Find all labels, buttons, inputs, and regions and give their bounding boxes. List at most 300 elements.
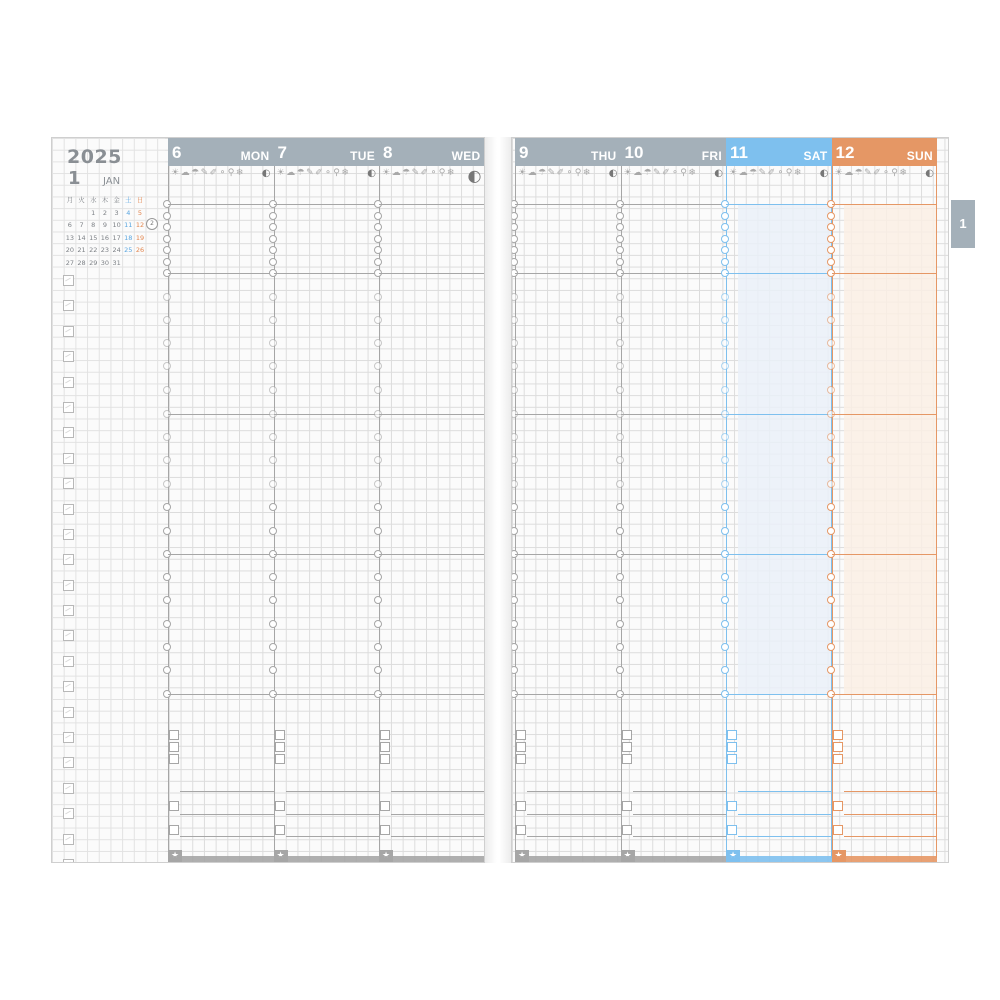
checklist-box[interactable] [63, 326, 74, 337]
checklist-box[interactable] [63, 605, 74, 616]
mini-calendar-day[interactable]: 30 [100, 258, 110, 267]
hour-marker [374, 620, 382, 628]
hour-marker [511, 258, 518, 266]
month-sidebar [52, 138, 165, 862]
time-divider [274, 273, 380, 274]
hour-marker [163, 527, 171, 535]
hour-marker [163, 666, 171, 674]
moon-phase-icon: ◐ [261, 168, 271, 179]
mood-icon-3[interactable] [516, 754, 526, 764]
hour-marker [827, 643, 835, 651]
hour-marker [827, 362, 835, 370]
column-bottom-bar [832, 856, 938, 862]
task-icon[interactable] [169, 825, 179, 835]
time-divider [274, 204, 380, 205]
checklist-box[interactable] [63, 656, 74, 667]
hour-marker [511, 480, 518, 488]
checklist-box[interactable] [63, 554, 74, 565]
time-divider [168, 273, 274, 274]
task-icon[interactable] [275, 825, 285, 835]
hour-marker [827, 596, 835, 604]
day-header [515, 138, 621, 166]
time-divider [515, 554, 621, 555]
moon-phase-icon: ◐ [467, 166, 482, 185]
mini-calendar-day[interactable]: 6 [67, 221, 72, 229]
mini-calendar-day[interactable]: 3 [114, 208, 119, 217]
hour-marker [511, 643, 518, 651]
hour-marker [511, 223, 518, 231]
time-divider [726, 694, 832, 695]
mini-calendar-day[interactable]: 10 [112, 221, 121, 229]
day-name: MON [240, 149, 270, 163]
hour-marker [269, 456, 277, 464]
checklist-box[interactable] [63, 732, 74, 743]
task-icon[interactable] [727, 825, 737, 835]
mini-calendar-day[interactable]: 4 [126, 208, 131, 217]
day-number: 7 [277, 143, 287, 162]
hour-marker [269, 293, 277, 301]
meal-icon[interactable] [622, 801, 632, 811]
hour-marker [269, 246, 277, 254]
weather-icons[interactable]: ☀☁☂✎✐⚬⚲❄ [834, 168, 909, 178]
checklist-box[interactable] [63, 834, 74, 845]
page-gutter [485, 137, 511, 863]
mood-icon-3[interactable] [833, 754, 843, 764]
meal-icon[interactable] [169, 801, 179, 811]
time-divider [379, 554, 485, 555]
day-number: 12 [835, 143, 855, 162]
hour-marker [511, 433, 518, 441]
weather-icons[interactable]: ☀☁☂✎✐⚬⚲❄ [171, 168, 245, 178]
hour-marker [721, 223, 729, 231]
time-divider [379, 414, 485, 415]
meal-icon[interactable] [380, 801, 390, 811]
hour-marker [721, 480, 729, 488]
moon-phase-icon: ◐ [367, 168, 376, 179]
right-page [511, 137, 949, 863]
hour-marker [616, 293, 624, 301]
time-divider [621, 273, 727, 274]
mini-calendar-day[interactable]: 2 [102, 208, 107, 217]
mini-calendar-day[interactable]: 19 [135, 233, 145, 242]
mini-calendar [64, 194, 164, 269]
hour-marker [163, 339, 171, 347]
footer-line [286, 814, 380, 815]
footer-line [180, 791, 274, 792]
mood-icon-2[interactable] [622, 742, 632, 752]
time-divider [832, 414, 938, 415]
hour-marker [616, 596, 624, 604]
hour-marker [721, 643, 729, 651]
hour-marker [827, 456, 835, 464]
time-divider [379, 204, 485, 205]
time-divider [621, 554, 727, 555]
mini-calendar-day[interactable]: 8 [91, 221, 96, 229]
hour-marker [616, 316, 624, 324]
day-header [726, 138, 832, 166]
hour-marker [374, 339, 382, 347]
day-name: THU [590, 149, 617, 163]
checklist-box[interactable] [63, 681, 74, 692]
checklist-box[interactable] [63, 275, 74, 286]
time-divider [515, 694, 621, 695]
hour-marker [374, 527, 382, 535]
column-border [936, 166, 937, 858]
mood-icon-2[interactable] [727, 742, 737, 752]
footer-line [738, 814, 832, 815]
hour-marker [269, 362, 277, 370]
hour-marker [827, 258, 835, 266]
time-divider [621, 414, 727, 415]
hour-marker [616, 503, 624, 511]
checklist-box[interactable] [63, 859, 74, 863]
mini-calendar-day[interactable]: 12 [135, 221, 145, 229]
footer-line [844, 814, 938, 815]
hour-marker [269, 596, 277, 604]
checklist-box[interactable] [63, 427, 74, 438]
day-column-tue[interactable] [274, 138, 380, 862]
hour-marker [374, 362, 382, 370]
hour-marker [163, 620, 171, 628]
hour-marker [721, 620, 729, 628]
checklist-box[interactable] [63, 504, 74, 515]
footer-line [527, 791, 621, 792]
hour-marker [163, 596, 171, 604]
hour-marker [511, 503, 518, 511]
weather-icons[interactable]: ☀☁☂✎✐⚬⚲❄ [518, 168, 592, 178]
mood-icon-2[interactable] [169, 742, 179, 752]
mini-calendar-weekday: 金 [113, 196, 120, 204]
moon-phase-icon: ◐ [608, 168, 618, 179]
mini-calendar-day[interactable]: 21 [77, 246, 86, 254]
time-divider [621, 694, 727, 695]
hour-marker [827, 246, 835, 254]
hour-marker [269, 339, 277, 347]
mood-icon-1[interactable] [169, 730, 179, 740]
hour-marker [374, 293, 382, 301]
hour-marker [511, 456, 518, 464]
column-bottom-bar [379, 856, 485, 862]
hour-marker [374, 212, 382, 220]
day-column-sun[interactable] [832, 138, 938, 862]
checklist-box[interactable] [63, 300, 74, 311]
hour-marker [511, 596, 518, 604]
hour-marker [721, 258, 729, 266]
hour-marker [374, 503, 382, 511]
mini-calendar-day[interactable]: 28 [77, 258, 86, 267]
column-bottom-bar [726, 856, 832, 862]
day-column-thu[interactable] [515, 138, 621, 862]
hour-marker [163, 293, 171, 301]
footer-line [391, 814, 485, 815]
hour-marker [163, 643, 171, 651]
time-divider [274, 414, 380, 415]
hour-marker [721, 433, 729, 441]
hour-marker [616, 362, 624, 370]
hour-marker [269, 666, 277, 674]
task-icon[interactable] [516, 825, 526, 835]
mood-icon-2[interactable] [516, 742, 526, 752]
month-index-tab[interactable]: 1 [951, 200, 975, 248]
mood-icon-3[interactable] [275, 754, 285, 764]
checklist-box[interactable] [63, 783, 74, 794]
mini-calendar-day[interactable]: 25 [124, 246, 133, 254]
time-divider [168, 554, 274, 555]
task-icon[interactable] [380, 825, 390, 835]
time-divider [726, 414, 832, 415]
hour-marker [374, 258, 382, 266]
hour-marker [616, 480, 624, 488]
day-column-mon[interactable] [168, 138, 274, 862]
footer-line [286, 836, 380, 837]
checklist [63, 275, 74, 863]
hour-marker [374, 643, 382, 651]
footer-line [527, 814, 621, 815]
month-number: 1 [68, 168, 81, 189]
time-divider [274, 694, 380, 695]
hour-marker [269, 235, 277, 243]
mini-calendar-day[interactable] [76, 207, 88, 220]
mini-calendar-day[interactable]: 27 [65, 258, 74, 267]
mini-calendar-weekday: 日 [136, 196, 144, 204]
mini-calendar-day[interactable]: 20 [65, 246, 74, 254]
hour-marker [269, 643, 277, 651]
day-name: SAT [803, 149, 828, 163]
meal-icon[interactable] [275, 801, 285, 811]
day-column-sat[interactable] [726, 138, 832, 862]
checklist-box[interactable] [63, 630, 74, 641]
hour-marker [374, 386, 382, 394]
hour-marker [511, 666, 518, 674]
hour-marker [827, 503, 835, 511]
weather-icons[interactable]: ☀☁☂✎✐⚬⚲❄ [382, 168, 456, 178]
mood-icon-3[interactable] [727, 754, 737, 764]
checklist-box[interactable] [63, 478, 74, 489]
day-header [832, 138, 938, 166]
hour-marker [163, 246, 171, 254]
hour-marker [163, 573, 171, 581]
mood-icon-1[interactable] [380, 730, 390, 740]
time-divider [515, 204, 621, 205]
hour-marker [374, 316, 382, 324]
weather-icons[interactable]: ☀☁☂✎✐⚬⚲❄ [623, 168, 698, 178]
checklist-box[interactable] [63, 402, 74, 413]
hour-marker [374, 223, 382, 231]
hour-marker [374, 246, 382, 254]
footer-line [391, 836, 485, 837]
checklist-box[interactable] [63, 377, 74, 388]
mini-calendar-week [64, 207, 164, 220]
hour-marker [721, 246, 729, 254]
day-number: 11 [730, 143, 748, 162]
hour-marker [374, 596, 382, 604]
mood-icon-1[interactable] [622, 730, 632, 740]
hour-marker [163, 386, 171, 394]
hour-marker [827, 480, 835, 488]
hour-marker [374, 456, 382, 464]
day-column-fri[interactable] [621, 138, 727, 862]
day-number: 6 [172, 143, 182, 162]
year-label: 2025 [67, 146, 122, 168]
hour-marker [163, 223, 171, 231]
mini-calendar-day[interactable]: 23 [100, 246, 110, 254]
weather-icons[interactable]: ☀☁☂✎✐⚬⚲❄ [276, 168, 351, 178]
mood-icon-1[interactable] [516, 730, 526, 740]
mood-icon-3[interactable] [380, 754, 390, 764]
hour-marker [827, 316, 835, 324]
hour-marker [827, 235, 835, 243]
mood-icon-2[interactable] [380, 742, 390, 752]
mood-icon-1[interactable] [727, 730, 737, 740]
mini-calendar-day[interactable]: 29 [89, 258, 98, 267]
day-header [379, 138, 485, 166]
mood-icon-1[interactable] [833, 730, 843, 740]
mini-calendar-weekday: 木 [101, 196, 109, 204]
checklist-box[interactable] [63, 707, 74, 718]
hour-marker [827, 666, 835, 674]
mini-calendar-day[interactable]: 5 [137, 208, 143, 217]
time-divider [726, 273, 832, 274]
mini-calendar-day[interactable]: 9 [102, 221, 107, 229]
hour-marker [511, 620, 518, 628]
time-divider [379, 273, 485, 274]
hour-marker [616, 643, 624, 651]
mini-calendar-day[interactable]: 26 [135, 246, 145, 254]
hour-marker [827, 293, 835, 301]
checklist-box[interactable] [63, 580, 74, 591]
column-bottom-bar [621, 856, 727, 862]
hour-marker [374, 573, 382, 581]
hour-marker [616, 573, 624, 581]
hour-marker [827, 573, 835, 581]
hour-marker [721, 666, 729, 674]
footer-line [286, 791, 380, 792]
weather-icons[interactable]: ☀☁☂✎✐⚬⚲❄ [729, 168, 803, 178]
day-name: SUN [906, 149, 933, 163]
time-divider [168, 204, 274, 205]
hour-marker [616, 456, 624, 464]
hour-marker [163, 456, 171, 464]
mini-calendar-week [64, 244, 164, 257]
current-week-marker: 2 [146, 218, 158, 230]
hour-marker [721, 527, 729, 535]
checklist-box[interactable] [63, 757, 74, 768]
time-divider [726, 554, 832, 555]
mood-icon-2[interactable] [275, 742, 285, 752]
footer-line [633, 814, 727, 815]
day-header [274, 138, 380, 166]
weekend-shade [844, 204, 937, 694]
mini-calendar-day[interactable]: 22 [89, 246, 98, 254]
meal-icon[interactable] [727, 801, 737, 811]
mini-calendar-day[interactable]: 14 [77, 233, 86, 242]
hour-marker [827, 620, 835, 628]
hour-marker [616, 246, 624, 254]
hour-marker [269, 480, 277, 488]
time-divider [274, 554, 380, 555]
hour-marker [616, 666, 624, 674]
hour-marker [721, 596, 729, 604]
checklist-box[interactable] [63, 529, 74, 540]
moon-phase-icon: ◐ [714, 168, 723, 179]
mood-icon-2[interactable] [833, 742, 843, 752]
task-icon[interactable] [833, 825, 843, 835]
hour-marker [827, 339, 835, 347]
hour-marker [827, 527, 835, 535]
checklist-box[interactable] [63, 351, 74, 362]
time-divider [379, 694, 485, 695]
mini-calendar-day[interactable]: 11 [124, 221, 133, 229]
hour-marker [616, 223, 624, 231]
weekend-shade [738, 204, 831, 694]
hour-marker [163, 362, 171, 370]
hour-marker [827, 433, 835, 441]
hour-marker [511, 362, 518, 370]
mini-calendar-day[interactable]: 15 [89, 233, 98, 242]
day-header [621, 138, 727, 166]
mini-calendar-day[interactable]: 13 [65, 233, 74, 242]
day-column-wed[interactable] [379, 138, 485, 862]
left-page [51, 137, 485, 863]
mini-calendar-day[interactable]: 24 [112, 246, 121, 254]
checklist-box[interactable] [63, 453, 74, 464]
mini-calendar-day[interactable]: 18 [124, 233, 133, 242]
time-divider [168, 414, 274, 415]
hour-marker [616, 212, 624, 220]
footer-line [633, 836, 727, 837]
mini-calendar-day[interactable]: 1 [91, 208, 96, 217]
time-divider [621, 204, 727, 205]
hour-marker [269, 386, 277, 394]
hour-marker [511, 573, 518, 581]
mini-calendar-weekday: 土 [125, 196, 132, 204]
hour-marker [721, 573, 729, 581]
mini-calendar-day[interactable]: 31 [112, 258, 121, 267]
mini-calendar-day[interactable]: 17 [112, 233, 121, 242]
mini-calendar-day[interactable] [134, 257, 146, 270]
time-divider [832, 554, 938, 555]
month-name: JAN [103, 176, 121, 187]
mini-calendar-day[interactable] [122, 257, 134, 270]
hour-marker [721, 339, 729, 347]
footer-line [738, 791, 832, 792]
mini-calendar-day[interactable]: 16 [100, 233, 110, 242]
hour-marker [721, 386, 729, 394]
hour-marker [163, 433, 171, 441]
mini-calendar-day[interactable]: 7 [79, 221, 84, 229]
hour-marker [269, 212, 277, 220]
mini-calendar-weekday: 火 [78, 196, 85, 204]
task-icon[interactable] [622, 825, 632, 835]
hour-marker [827, 386, 835, 394]
checklist-box[interactable] [63, 808, 74, 819]
hour-marker [269, 503, 277, 511]
time-divider [832, 204, 938, 205]
mini-calendar-day[interactable] [64, 207, 76, 220]
hour-marker [374, 666, 382, 674]
mini-calendar-weekday: 月 [66, 196, 74, 204]
mood-icon-1[interactable] [275, 730, 285, 740]
hour-marker [374, 433, 382, 441]
hour-marker [721, 456, 729, 464]
mini-calendar-weekday: 水 [89, 196, 97, 204]
mood-icon-3[interactable] [169, 754, 179, 764]
meal-icon[interactable] [833, 801, 843, 811]
hour-marker [721, 293, 729, 301]
hour-marker [269, 527, 277, 535]
mood-icon-3[interactable] [622, 754, 632, 764]
meal-icon[interactable] [516, 801, 526, 811]
